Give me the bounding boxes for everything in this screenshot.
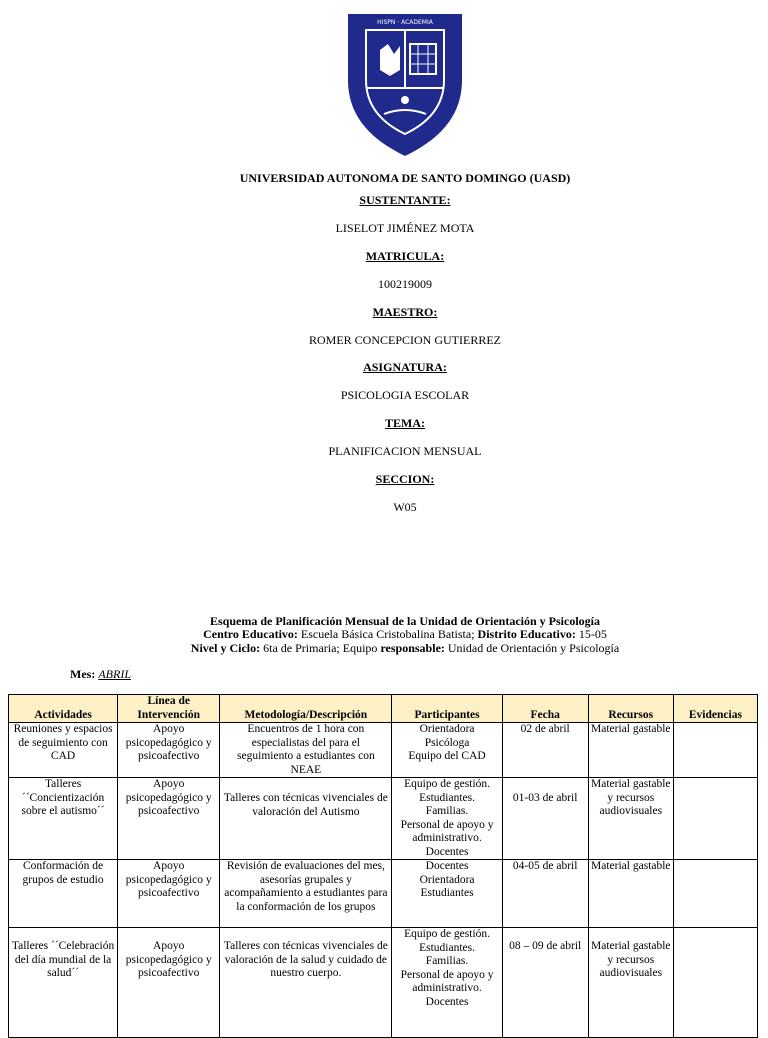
participant: Orientadora	[419, 873, 475, 886]
header-evidencias: Evidencias	[673, 695, 757, 723]
cell-fecha: 02 de abril	[502, 723, 588, 778]
responsable-label: responsable:	[380, 641, 445, 655]
participant: Estudiantes	[420, 887, 474, 899]
cell-metodologia: Talleres con técnicas vivenciales de valoración de la salud y cuidado de nuestro cuerpo.	[220, 928, 392, 1038]
cell-evidencias	[673, 928, 757, 1038]
participant: Personal de apoyo y administrativo.	[400, 818, 494, 844]
header-participantes: Participantes	[392, 695, 502, 723]
header-metodologia: Metodología/Descripción	[220, 695, 392, 723]
cell-participantes	[392, 928, 502, 1038]
cell-metodologia: Revisión de evaluaciones del mes, asesorías grupales y acompañamiento a estudiantes para la conformación de los grupos	[220, 860, 392, 928]
table-header-row	[9, 695, 758, 723]
planning-table	[8, 694, 758, 1038]
participant: Familias.	[425, 805, 469, 817]
header-linea: Línea de Intervención	[118, 695, 220, 723]
participant: Docentes	[425, 845, 469, 858]
seccion-value: W05	[393, 500, 417, 514]
participant: Personal de apoyo y administrativo.	[400, 968, 494, 994]
cell-actividad: Talleres ´´Celebración del día mundial de la salud´´	[9, 928, 118, 1038]
asignatura-label: ASIGNATURA:	[363, 360, 447, 374]
cell-actividad: Talleres ´´Concientización sobre el autismo´´	[9, 778, 118, 860]
cell-recursos: Material gastable y recursos audiovisuales	[588, 778, 673, 860]
cell-linea: Apoyo psicopedagógico y psicoafectivo	[118, 778, 220, 860]
cell-recursos: Material gastable y recursos audiovisuales	[588, 928, 673, 1038]
matricula-label: MATRICULA:	[365, 249, 445, 263]
sustentante-value: LISELOT JIMÉNEZ MOTA	[335, 221, 475, 235]
maestro-value: ROMER CONCEPCION GUTIERREZ	[308, 333, 501, 347]
nivel-label: Nivel y Ciclo:	[190, 641, 261, 655]
svg-text:HISPN · ACADEMIA: HISPN · ACADEMIA	[377, 19, 433, 26]
header-recursos: Recursos	[588, 695, 673, 723]
cell-metodologia: Encuentros de 1 hora con especialistas del para el seguimiento a estudiantes con NEAE	[220, 723, 392, 778]
cell-fecha: 08 – 09 de abril	[502, 928, 588, 1038]
cell-evidencias	[673, 723, 757, 778]
participant: Docentes	[425, 995, 469, 1008]
centro-label: Centro Educativo:	[203, 627, 298, 641]
cell-evidencias	[673, 778, 757, 860]
month-value: ABRIL	[98, 667, 131, 681]
table-row	[9, 860, 758, 928]
participant: Equipo de gestión.	[404, 928, 491, 940]
cell-participantes	[392, 778, 502, 860]
distrito-value: 15-05	[575, 627, 607, 641]
participant: Equipo del CAD	[408, 750, 486, 762]
month-line	[70, 667, 131, 682]
participant: Docentes	[425, 860, 469, 872]
participant: Orientadora	[419, 723, 475, 735]
scheme-nivel-line	[0, 641, 768, 655]
responsable-value: Unidad de Orientación y Psicología	[444, 641, 620, 655]
cell-recursos: Material gastable	[588, 723, 673, 778]
maestro-label: MAESTRO:	[372, 305, 438, 319]
sustentante-label: SUSTENTANTE:	[359, 193, 451, 207]
distrito-label: Distrito Educativo:	[477, 627, 576, 641]
participant: Estudiantes.	[419, 791, 475, 804]
tema-label: TEMA:	[385, 416, 425, 430]
cell-participantes	[392, 860, 502, 928]
participant: Estudiantes.	[419, 941, 475, 954]
cell-linea: Apoyo psicopedagógico y psicoafectivo	[118, 860, 220, 928]
participant: Familias.	[425, 955, 469, 967]
cell-linea: Apoyo psicopedagógico y psicoafectivo	[118, 928, 220, 1038]
table-row	[9, 778, 758, 860]
header-actividades: Actividades	[9, 695, 118, 723]
table-row	[9, 928, 758, 1038]
participant: Psicóloga	[424, 736, 470, 749]
university-name: UNIVERSIDAD AUTONOMA DE SANTO DOMINGO (UASD)	[239, 171, 571, 185]
header-fecha: Fecha	[502, 695, 588, 723]
cell-evidencias	[673, 860, 757, 928]
participant: Equipo de gestión.	[404, 778, 491, 790]
matricula-value: 100219009	[378, 277, 432, 291]
uasd-seal-logo	[344, 10, 466, 158]
centro-value: Escuela Básica Cristobalina Batista;	[297, 627, 478, 641]
cell-linea: Apoyo psicopedagógico y psicoafectivo	[118, 723, 220, 778]
seccion-label: SECCION:	[375, 472, 435, 486]
asignatura-value: PSICOLOGIA ESCOLAR	[340, 388, 470, 402]
tema-value: PLANIFICACION MENSUAL	[328, 444, 482, 458]
cell-fecha: 01-03 de abril	[502, 778, 588, 860]
cell-participantes	[392, 723, 502, 778]
scheme-centro-line	[0, 627, 768, 641]
cell-fecha: 04-05 de abril	[502, 860, 588, 928]
table-row	[9, 723, 758, 778]
cell-actividad: Reuniones y espacios de seguimiento con CAD	[9, 723, 118, 778]
cell-actividad: Conformación de grupos de estudio	[9, 860, 118, 928]
cell-recursos: Material gastable	[588, 860, 673, 928]
month-label: Mes:	[70, 667, 99, 681]
scheme-title: Esquema de Planificación Mensual de la Unidad de Orientación y Psicología	[209, 614, 601, 628]
nivel-value: 6ta de Primaria; Equipo	[260, 641, 381, 655]
cell-metodologia: Talleres con técnicas vivenciales de valoración del Autismo	[220, 778, 392, 860]
